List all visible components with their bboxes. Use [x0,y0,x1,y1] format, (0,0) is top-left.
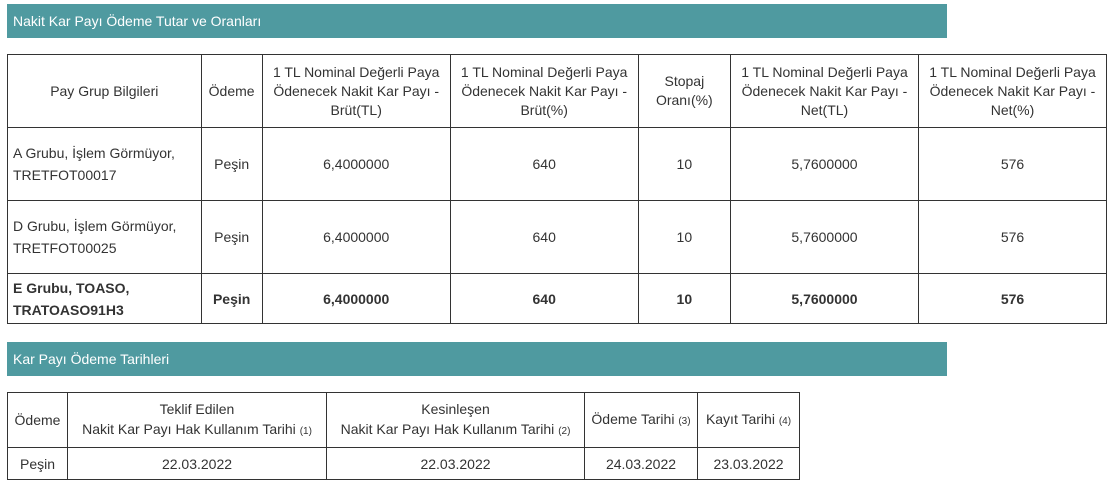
gross-percent-cell: 640 [450,128,638,201]
net-percent-cell: 576 [918,274,1106,324]
header-line: Nakit Kar Payı Hak Kullanım Tarihi [82,420,296,437]
header-line: Ödeme Tarihi [591,410,675,427]
payment-amounts-table-container [7,54,1096,326]
group-info-cell: E Grubu, TOASO, TRATOASO91H3 [8,274,202,324]
column-header [8,393,68,448]
payment-type-cell: Peşin [201,274,262,324]
net-percent-cell: 576 [918,201,1106,274]
section-title: Kar Payı Ödeme Tarihleri [13,351,170,367]
table-row [8,128,1107,201]
net-tl-cell: 5,7600000 [731,274,919,324]
column-header: Stopaj Oranı(%) [638,55,730,128]
payment-date-cell: 24.03.2022 [585,448,698,480]
payment-type-cell: Peşin [201,201,262,274]
withholding-rate-cell: 10 [638,274,730,324]
column-header: 1 TL Nominal Değerli Paya Ödenecek Nakit Kar Payı - Net(TL) [731,55,919,128]
gross-tl-cell: 6,4000000 [262,128,450,201]
gross-percent-cell: 640 [450,201,638,274]
net-percent-cell: 576 [918,128,1106,201]
payment-type-cell: Peşin [8,448,68,480]
column-header: Ödeme [201,55,262,128]
net-tl-cell: 5,7600000 [731,201,919,274]
gross-tl-cell: 6,4000000 [262,201,450,274]
section-title: Nakit Kar Payı Ödeme Tutar ve Oranları [13,13,262,29]
proposed-date-cell: 22.03.2022 [68,448,327,480]
group-info-cell: A Grubu, İşlem Görmüyor, TRETFOT00017 [8,128,202,201]
header-line: Kesinleşen [421,400,490,417]
gross-tl-cell: 6,4000000 [262,274,450,324]
table-header-row [8,55,1107,128]
footnote-ref: (1) [299,425,312,437]
table-header-row [8,393,800,448]
net-tl-cell: 5,7600000 [731,128,919,201]
footnote-ref: (4) [778,415,792,427]
section-header-payment-amounts [7,4,947,38]
payment-amounts-table [7,54,1107,324]
table-row [8,274,1107,324]
table-row [8,448,800,480]
payment-dates-table [7,392,800,480]
header-line: Ödeme [14,412,61,428]
column-header [327,393,585,448]
header-line: Teklif Edilen [159,400,235,417]
column-header [698,393,800,448]
column-header: 1 TL Nominal Değerli Paya Ödenecek Nakit Kar Payı - Brüt(TL) [262,55,450,128]
withholding-rate-cell: 10 [638,201,730,274]
payment-dates-table-container [7,392,800,480]
header-line: Kayıt Tarihi [705,410,775,427]
column-header [585,393,698,448]
footnote-ref: (3) [678,415,691,427]
table-row [8,201,1107,274]
header-line: Nakit Kar Payı Hak Kullanım Tarihi [340,420,555,437]
column-header: Pay Grup Bilgileri [8,55,202,128]
column-header: 1 TL Nominal Değerli Paya Ödenecek Nakit Kar Payı - Brüt(%) [450,55,638,128]
footnote-ref: (2) [558,425,571,437]
gross-percent-cell: 640 [450,274,638,324]
finalized-date-cell: 22.03.2022 [327,448,585,480]
column-header [68,393,327,448]
withholding-rate-cell: 10 [638,128,730,201]
section-header-payment-dates [7,342,947,376]
column-header: 1 TL Nominal Değerli Paya Ödenecek Nakit Kar Payı - Net(%) [918,55,1106,128]
group-info-cell: D Grubu, İşlem Görmüyor, TRETFOT00025 [8,201,202,274]
payment-type-cell: Peşin [201,128,262,201]
record-date-cell: 23.03.2022 [698,448,800,480]
